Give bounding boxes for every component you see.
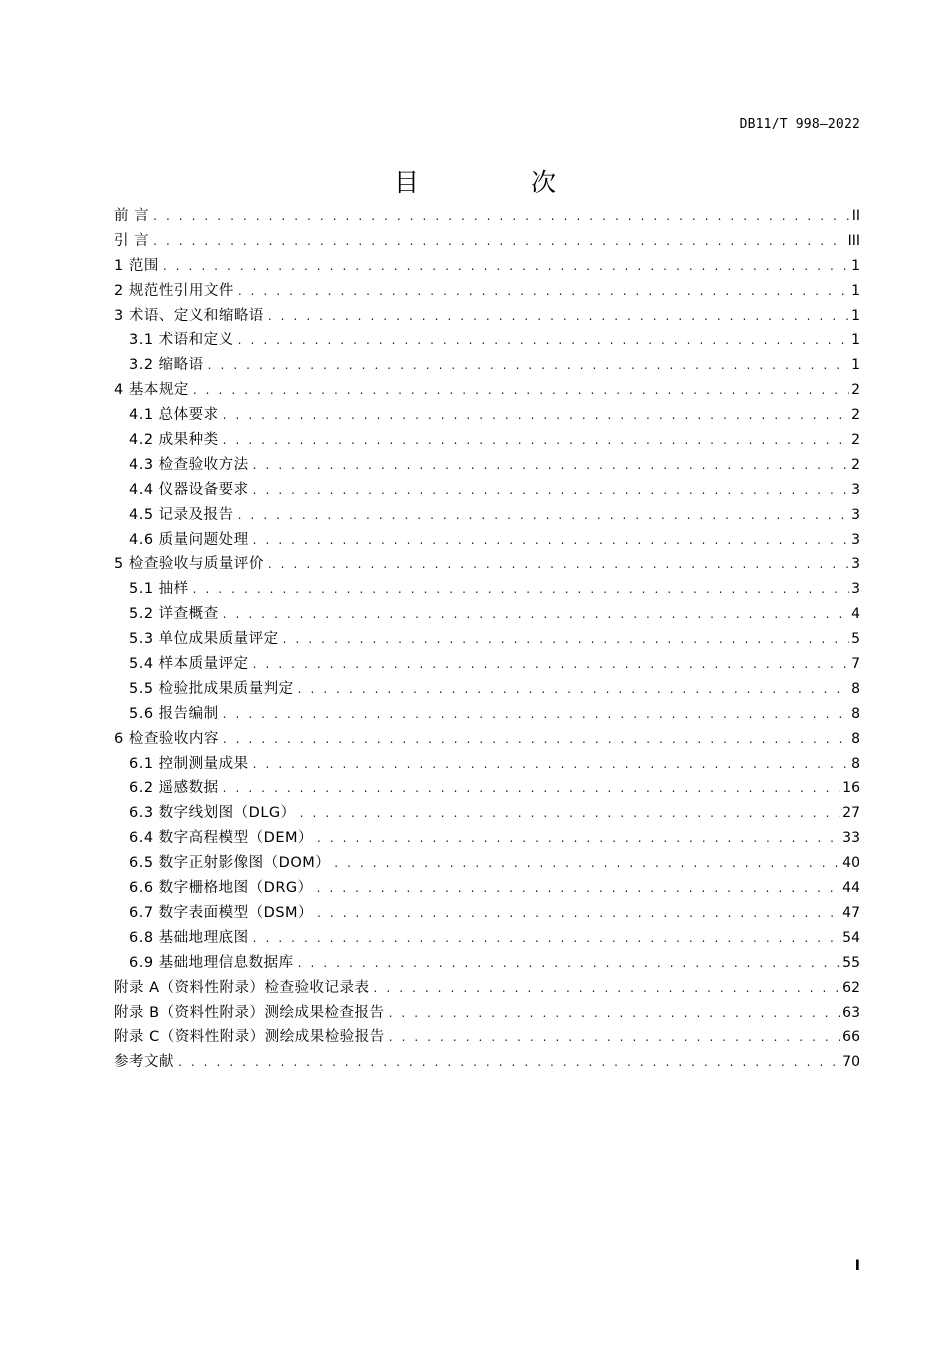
toc-entry[interactable] bbox=[114, 727, 860, 752]
toc-dot-leader bbox=[300, 801, 841, 826]
toc-entry-page: 54 bbox=[842, 929, 860, 946]
toc-entry-page: 33 bbox=[842, 830, 860, 847]
toc-entry-page: 3 bbox=[851, 481, 860, 498]
toc-entry-label: 5.5 检验批成果质量判定 bbox=[129, 680, 294, 697]
toc-entry-page: 3 bbox=[851, 506, 860, 523]
table-of-contents bbox=[114, 204, 860, 1075]
toc-entry-label: 5 检查验收与质量评价 bbox=[114, 556, 264, 573]
toc-entry-label: 5.6 报告编制 bbox=[129, 705, 219, 722]
toc-dot-leader bbox=[208, 353, 849, 378]
page-title: 目 次 bbox=[394, 168, 608, 197]
toc-entry-page: 1 bbox=[851, 257, 860, 274]
toc-entry[interactable] bbox=[114, 1050, 860, 1075]
toc-entry-label: 附录 B（资料性附录）测绘成果检查报告 bbox=[114, 1004, 385, 1021]
toc-dot-leader bbox=[223, 727, 849, 752]
toc-entry-label: 6 检查验收内容 bbox=[114, 730, 219, 747]
toc-dot-leader bbox=[317, 901, 840, 926]
toc-entry-label: 3.1 术语和定义 bbox=[129, 332, 234, 349]
toc-entry-page: 2 bbox=[851, 432, 860, 449]
toc-entry-page: 66 bbox=[842, 1029, 860, 1046]
toc-dot-leader bbox=[223, 702, 849, 727]
toc-dot-leader bbox=[253, 453, 849, 478]
toc-entry[interactable] bbox=[114, 478, 860, 503]
toc-entry[interactable] bbox=[114, 528, 860, 553]
toc-dot-leader bbox=[317, 826, 840, 851]
toc-entry[interactable] bbox=[114, 353, 860, 378]
toc-dot-leader bbox=[283, 627, 849, 652]
toc-entry-label: 2 规范性引用文件 bbox=[114, 282, 234, 299]
toc-dot-leader bbox=[334, 851, 840, 876]
toc-entry[interactable] bbox=[114, 552, 860, 577]
toc-entry-label: 6.7 数字表面模型（DSM） bbox=[129, 904, 314, 921]
toc-entry[interactable] bbox=[114, 677, 860, 702]
toc-entry[interactable] bbox=[114, 901, 860, 926]
toc-entry-page: II bbox=[851, 208, 860, 224]
page-number: I bbox=[854, 1258, 860, 1274]
toc-entry-label: 4.6 质量问题处理 bbox=[129, 531, 249, 548]
toc-entry-page: 8 bbox=[851, 730, 860, 747]
toc-entry-label: 6.3 数字线划图（DLG） bbox=[129, 805, 296, 822]
toc-entry-page: III bbox=[847, 232, 860, 249]
toc-entry-label: 1 范围 bbox=[114, 257, 159, 274]
toc-entry[interactable] bbox=[114, 826, 860, 851]
toc-entry-page: 70 bbox=[842, 1054, 860, 1071]
toc-entry[interactable] bbox=[114, 403, 860, 428]
toc-entry-label: 参考文献 bbox=[114, 1054, 174, 1071]
toc-dot-leader bbox=[389, 1001, 841, 1026]
toc-entry-page: 2 bbox=[851, 382, 860, 399]
toc-entry-page: 47 bbox=[842, 904, 860, 921]
toc-entry-label: 4.5 记录及报告 bbox=[129, 506, 234, 523]
toc-entry-page: 44 bbox=[842, 880, 860, 897]
toc-entry-page: 3 bbox=[851, 556, 860, 573]
toc-entry[interactable] bbox=[114, 328, 860, 353]
toc-entry[interactable] bbox=[114, 304, 860, 329]
toc-entry[interactable] bbox=[114, 503, 860, 528]
toc-entry-label: 6.5 数字正射影像图（DOM） bbox=[129, 855, 331, 872]
toc-dot-leader bbox=[298, 951, 841, 976]
toc-dot-leader bbox=[223, 776, 841, 801]
toc-dot-leader bbox=[223, 428, 849, 453]
toc-entry-page: 1 bbox=[851, 357, 860, 374]
toc-entry-page: 1 bbox=[851, 282, 860, 299]
toc-entry-label: 4.4 仪器设备要求 bbox=[129, 481, 249, 498]
toc-entry-page: 2 bbox=[851, 456, 860, 473]
toc-entry-page: 27 bbox=[842, 805, 860, 822]
toc-entry[interactable] bbox=[114, 702, 860, 727]
toc-dot-leader bbox=[223, 602, 849, 627]
toc-entry-label: 4.3 检查验收方法 bbox=[129, 456, 249, 473]
toc-entry-page: 5 bbox=[851, 631, 860, 648]
toc-entry[interactable] bbox=[114, 801, 860, 826]
toc-entry[interactable] bbox=[114, 428, 860, 453]
toc-dot-leader bbox=[268, 304, 849, 329]
toc-entry[interactable] bbox=[114, 453, 860, 478]
toc-dot-leader bbox=[317, 876, 841, 901]
toc-entry[interactable] bbox=[114, 627, 860, 652]
toc-entry[interactable] bbox=[114, 1025, 860, 1050]
toc-entry-label: 5.4 样本质量评定 bbox=[129, 656, 249, 673]
toc-entry[interactable] bbox=[114, 1001, 860, 1026]
toc-entry-label: 5.1 抽样 bbox=[129, 581, 189, 598]
toc-entry[interactable] bbox=[114, 602, 860, 627]
toc-entry-page: 62 bbox=[842, 979, 860, 996]
toc-entry[interactable] bbox=[114, 976, 860, 1001]
toc-entry-page: 8 bbox=[851, 755, 860, 772]
toc-entry-label: 3.2 缩略语 bbox=[129, 357, 204, 374]
toc-entry-label: 附录 C（资料性附录）测绘成果检验报告 bbox=[114, 1029, 385, 1046]
toc-entry[interactable] bbox=[114, 926, 860, 951]
toc-entry-label: 6.9 基础地理信息数据库 bbox=[129, 954, 294, 971]
toc-entry-label: 前 言 bbox=[114, 208, 150, 224]
toc-entry[interactable] bbox=[114, 851, 860, 876]
toc-entry-page: 40 bbox=[842, 855, 860, 872]
toc-entry-label: 3 术语、定义和缩略语 bbox=[114, 307, 264, 324]
toc-entry-label: 6.4 数字高程模型（DEM） bbox=[129, 830, 314, 847]
toc-dot-leader bbox=[238, 279, 849, 304]
toc-entry-page: 2 bbox=[851, 407, 860, 424]
toc-dot-leader bbox=[153, 204, 850, 229]
toc-entry[interactable] bbox=[114, 951, 860, 976]
document-code: DB11/T 998—2022 bbox=[739, 117, 860, 132]
toc-entry-page: 4 bbox=[851, 606, 860, 623]
toc-entry-label: 6.8 基础地理底图 bbox=[129, 929, 249, 946]
toc-entry[interactable] bbox=[114, 279, 860, 304]
toc-entry-label: 4.2 成果种类 bbox=[129, 432, 219, 449]
toc-entry-page: 1 bbox=[851, 332, 860, 349]
toc-dot-leader bbox=[193, 378, 849, 403]
toc-entry-label: 6.1 控制测量成果 bbox=[129, 755, 249, 772]
toc-entry[interactable] bbox=[114, 204, 860, 229]
toc-entry[interactable] bbox=[114, 752, 860, 777]
toc-dot-leader bbox=[178, 1050, 840, 1075]
toc-dot-leader bbox=[268, 552, 849, 577]
toc-entry-page: 63 bbox=[842, 1004, 860, 1021]
toc-entry[interactable] bbox=[114, 577, 860, 602]
toc-dot-leader bbox=[238, 503, 849, 528]
toc-entry[interactable] bbox=[114, 876, 860, 901]
toc-entry-page: 8 bbox=[851, 680, 860, 697]
toc-entry[interactable] bbox=[114, 229, 860, 254]
toc-dot-leader bbox=[253, 752, 849, 777]
toc-entry-page: 3 bbox=[851, 531, 860, 548]
toc-dot-leader bbox=[253, 926, 841, 951]
toc-entry[interactable] bbox=[114, 378, 860, 403]
toc-entry-page: 16 bbox=[842, 780, 860, 797]
toc-entry-label: 4.1 总体要求 bbox=[129, 407, 219, 424]
toc-dot-leader bbox=[389, 1025, 840, 1050]
toc-entry-page: 8 bbox=[851, 705, 860, 722]
toc-dot-leader bbox=[153, 229, 846, 254]
toc-entry-page: 55 bbox=[842, 954, 860, 971]
toc-entry-label: 4 基本规定 bbox=[114, 382, 189, 399]
toc-dot-leader bbox=[374, 976, 841, 1001]
toc-dot-leader bbox=[193, 577, 849, 602]
toc-entry-page: 7 bbox=[851, 656, 860, 673]
toc-entry-label: 6.2 遥感数据 bbox=[129, 780, 219, 797]
toc-entry-label: 5.3 单位成果质量评定 bbox=[129, 631, 279, 648]
toc-dot-leader bbox=[223, 403, 849, 428]
toc-entry[interactable] bbox=[114, 652, 860, 677]
toc-entry-label: 引 言 bbox=[114, 232, 150, 249]
toc-dot-leader bbox=[253, 652, 849, 677]
toc-dot-leader bbox=[163, 254, 849, 279]
toc-entry-label: 5.2 详查概查 bbox=[129, 606, 219, 623]
toc-dot-leader bbox=[253, 528, 849, 553]
toc-entry[interactable] bbox=[114, 776, 860, 801]
toc-dot-leader bbox=[298, 677, 849, 702]
toc-entry[interactable] bbox=[114, 254, 860, 279]
toc-dot-leader bbox=[238, 328, 849, 353]
toc-entry-label: 6.6 数字栅格地图（DRG） bbox=[129, 880, 313, 897]
toc-entry-label: 附录 A（资料性附录）检查验收记录表 bbox=[114, 979, 370, 996]
toc-dot-leader bbox=[253, 478, 849, 503]
toc-entry-page: 1 bbox=[851, 307, 860, 324]
toc-entry-page: 3 bbox=[851, 581, 860, 598]
